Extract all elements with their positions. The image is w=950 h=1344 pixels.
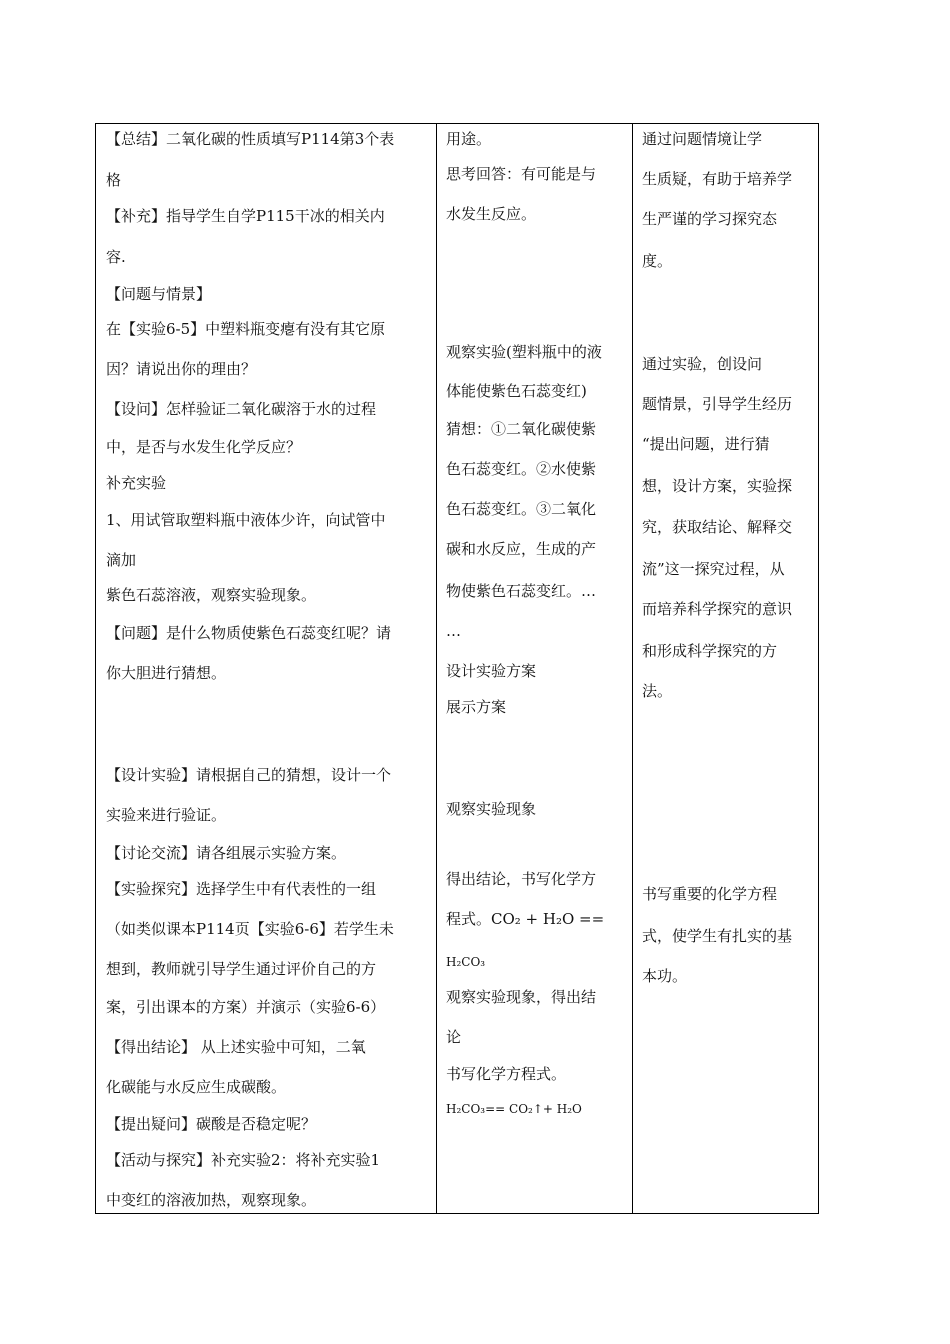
text-line: 【讨论交流】请各组展示实验方案。 xyxy=(106,844,347,862)
text-line: 【补充】指导学生自学P115干冰的相关内 xyxy=(106,207,385,225)
design-intent-column xyxy=(642,124,814,1213)
text-line: “提出问题，进行猜 xyxy=(642,435,770,453)
text-line: 【总结】二氧化碳的性质填写P114第3个表 xyxy=(106,130,395,148)
text-line: 思考回答：有可能是与 xyxy=(446,165,597,183)
text-line: 题情景，引导学生经历 xyxy=(642,395,793,413)
text-line: 【活动与探究】补充实验2：将补充实验1 xyxy=(106,1151,381,1169)
text-line: 【实验探究】选择学生中有代表性的一组 xyxy=(106,880,377,898)
text-line: 物使紫色石蕊变红。… xyxy=(446,582,597,600)
teacher-activity-column xyxy=(106,124,432,1213)
text-line: 设计实验方案 xyxy=(446,662,537,680)
text-line: 观察实验(塑料瓶中的液 xyxy=(446,343,602,361)
text-line: 生质疑，有助于培养学 xyxy=(642,170,793,188)
text-line: 度。 xyxy=(642,252,673,270)
lesson-table xyxy=(95,123,819,1214)
text-line: 式，使学生有扎实的基 xyxy=(642,927,793,945)
text-line: 容. xyxy=(106,248,126,266)
text-line: 案，引出课本的方案）并演示（实验6-6） xyxy=(106,998,386,1016)
text-line: 本功。 xyxy=(642,967,688,985)
text-line: 猜想：①二氧化碳使紫 xyxy=(446,420,597,438)
text-line: 书写化学方程式。 xyxy=(446,1065,567,1083)
text-line: 格 xyxy=(106,171,122,189)
text-line: 究，获取结论、解释交 xyxy=(642,518,793,536)
text-line: 【问题】是什么物质使紫色石蕊变红呢？请 xyxy=(106,624,392,642)
text-line: 实验来进行验证。 xyxy=(106,806,227,824)
text-line: 中变红的溶液加热，观察现象。 xyxy=(106,1191,317,1209)
text-line: 因？请说出你的理由？ xyxy=(106,360,257,378)
text-line: 色石蕊变红。③二氧化 xyxy=(446,500,597,518)
text-line: 【设问】怎样验证二氧化碳溶于水的过程 xyxy=(106,400,377,418)
text-line: 在【实验6-5】中塑料瓶变瘪有没有其它原 xyxy=(106,320,386,338)
text-line: H₂CO₃ xyxy=(446,955,486,969)
text-line: 得出结论，书写化学方 xyxy=(446,870,597,888)
text-line: 【问题与情景】 xyxy=(106,285,212,303)
text-line: （如类似课本P114页【实验6-6】若学生未 xyxy=(106,920,394,938)
text-line: 水发生反应。 xyxy=(446,205,537,223)
text-line: 而培养科学探究的意识 xyxy=(642,600,793,618)
column-divider xyxy=(632,124,633,1213)
text-line: 色石蕊变红。②水使紫 xyxy=(446,460,597,478)
text-line: 体能使紫色石蕊变红) xyxy=(446,382,587,400)
text-line: 紫色石蕊溶液，观察实验现象。 xyxy=(106,586,317,604)
text-line: H₂CO₃== CO₂↑+ H₂O xyxy=(446,1102,582,1116)
text-line: 想，设计方案，实验探 xyxy=(642,477,793,495)
text-line: … xyxy=(446,622,461,640)
text-line: 你大胆进行猜想。 xyxy=(106,664,227,682)
text-line: 1、用试管取塑料瓶中液体少许，向试管中 xyxy=(106,511,386,529)
text-line: 【设计实验】请根据自己的猜想，设计一个 xyxy=(106,766,392,784)
text-line: 【得出结论】 从上述实验中可知，二氧 xyxy=(106,1038,366,1056)
text-line: 观察实验现象，得出结 xyxy=(446,988,597,1006)
text-line: 通过问题情境让学 xyxy=(642,130,763,148)
text-line: 流”这一探究过程，从 xyxy=(642,560,785,578)
text-line: 观察实验现象 xyxy=(446,800,537,818)
text-line: 补充实验 xyxy=(106,474,167,492)
text-line: 【提出疑问】碳酸是否稳定呢？ xyxy=(106,1115,317,1133)
student-activity-column xyxy=(446,124,628,1213)
text-line: 展示方案 xyxy=(446,698,507,716)
text-line: 滴加 xyxy=(106,551,137,569)
text-line: 用途。 xyxy=(446,130,492,148)
text-line: 生严谨的学习探究态 xyxy=(642,210,778,228)
text-line: 程式。CO₂ + H₂O == xyxy=(446,910,605,928)
text-line: 化碳能与水反应生成碳酸。 xyxy=(106,1078,287,1096)
text-line: 书写重要的化学方程 xyxy=(642,885,778,903)
text-line: 和形成科学探究的方 xyxy=(642,642,778,660)
text-line: 碳和水反应，生成的产 xyxy=(446,540,597,558)
text-line: 法。 xyxy=(642,682,673,700)
text-line: 通过实验，创设问 xyxy=(642,355,763,373)
text-line: 想到，教师就引导学生通过评价自己的方 xyxy=(106,960,377,978)
text-line: 中，是否与水发生化学反应？ xyxy=(106,438,302,456)
column-divider xyxy=(436,124,437,1213)
text-line: 论 xyxy=(446,1028,462,1046)
